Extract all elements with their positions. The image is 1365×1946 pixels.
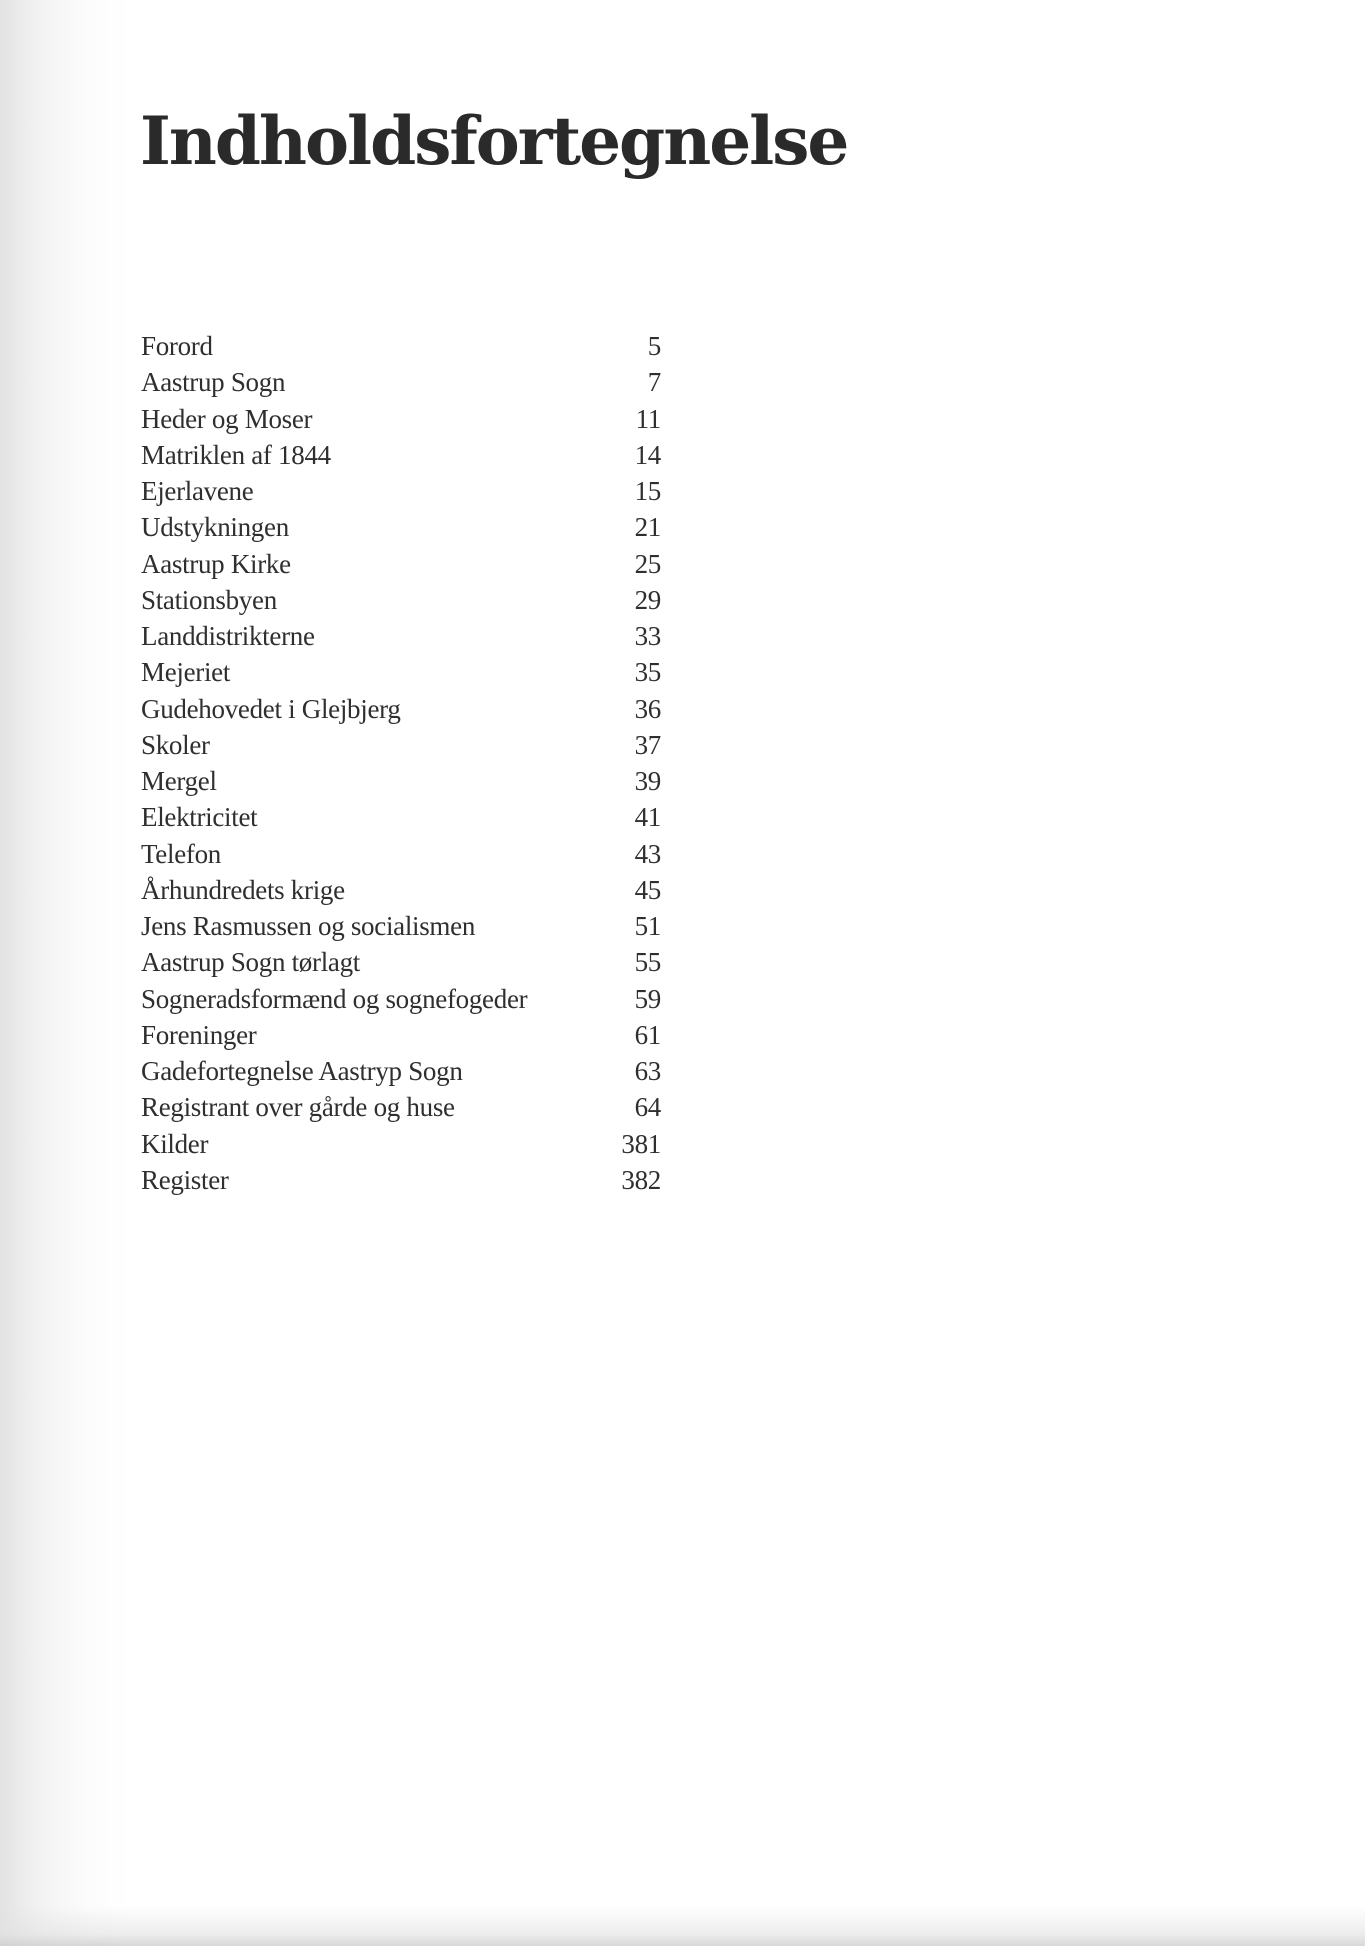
toc-entry-title: Gadefortegnelse Aastryp Sogn <box>141 1056 463 1086</box>
toc-entry-title: Heder og Moser <box>141 403 313 434</box>
toc-entry-page: 37 <box>634 729 661 760</box>
toc-entry <box>141 364 661 400</box>
toc-entry-page: 29 <box>634 584 661 615</box>
toc-entry-page: 61 <box>634 1019 661 1050</box>
toc-entry-title: Aastrup Kirke <box>141 548 291 579</box>
toc-entry <box>141 401 661 437</box>
toc-entry-page: 5 <box>647 331 661 361</box>
toc-entry <box>141 582 661 618</box>
toc-entry-page: 63 <box>634 1056 661 1086</box>
toc-entry <box>141 1053 661 1089</box>
toc-entry <box>141 691 661 727</box>
toc-entry-title: Telefon <box>141 838 221 869</box>
toc-entry <box>141 1089 661 1125</box>
toc-entry <box>141 473 661 509</box>
toc-entry <box>141 908 661 944</box>
toc-entry-title: Registrant over gårde og huse <box>141 1092 455 1123</box>
toc-entry-title: Sogneradsformænd og sognefogeder <box>141 983 528 1014</box>
toc-entry-title: Foreninger <box>141 1019 257 1050</box>
toc-entry <box>141 1162 661 1198</box>
toc-entry-page: 14 <box>634 439 661 470</box>
toc-entry <box>141 509 661 545</box>
toc-entry <box>141 727 661 763</box>
toc-entry <box>141 437 661 473</box>
toc-entry-title: Register <box>141 1164 229 1195</box>
toc-entry-title: Mergel <box>141 766 217 796</box>
toc-entry-title: Udstykningen <box>141 512 289 543</box>
toc-entry-page: 21 <box>634 512 661 543</box>
toc-entry-page: 45 <box>634 874 661 905</box>
table-of-contents <box>141 328 661 1198</box>
toc-entry-title: Stationsbyen <box>141 584 277 615</box>
toc-entry-page: 25 <box>634 548 661 579</box>
toc-entry-page: 33 <box>634 621 661 651</box>
toc-entry-page: 41 <box>634 802 661 833</box>
toc-entry-page: 55 <box>634 947 661 978</box>
toc-entry-page: 382 <box>621 1164 661 1195</box>
toc-entry <box>141 1017 661 1053</box>
toc-entry-title: Ejerlavene <box>141 476 254 506</box>
toc-entry-title: Jens Rasmussen og socialismen <box>141 911 476 941</box>
toc-entry-page: 59 <box>634 983 661 1014</box>
page-bottom-edge <box>0 1906 1365 1946</box>
toc-entry-page: 11 <box>635 403 661 434</box>
toc-entry <box>141 546 661 582</box>
toc-entry <box>141 872 661 908</box>
toc-entry <box>141 799 661 835</box>
toc-entry-title: Århundredets krige <box>141 874 345 905</box>
toc-entry-page: 64 <box>634 1092 661 1123</box>
toc-entry-page: 36 <box>634 693 661 724</box>
toc-entry-page: 39 <box>634 766 661 796</box>
toc-entry <box>141 654 661 690</box>
toc-entry-title: Landdistrikterne <box>141 621 315 651</box>
page-title: Indholdsfortegnelse <box>140 102 848 180</box>
toc-entry-page: 15 <box>634 476 661 506</box>
toc-entry-title: Mejeriet <box>141 657 231 688</box>
toc-entry-title: Aastrup Sogn <box>141 367 286 398</box>
toc-entry-title: Forord <box>141 331 213 361</box>
toc-entry <box>141 1126 661 1162</box>
toc-entry-title: Kilder <box>141 1128 209 1159</box>
toc-entry-page: 43 <box>634 838 661 869</box>
toc-entry-title: Matriklen af 1844 <box>141 439 331 470</box>
toc-entry-title: Skoler <box>141 729 210 760</box>
toc-entry <box>141 763 661 799</box>
toc-entry <box>141 981 661 1017</box>
toc-entry-page: 35 <box>634 657 661 688</box>
toc-entry-title: Aastrup Sogn tørlagt <box>141 947 360 978</box>
toc-entry-title: Gudehovedet i Glejbjerg <box>141 693 401 724</box>
toc-entry <box>141 836 661 872</box>
toc-entry <box>141 944 661 980</box>
toc-entry-title: Elektricitet <box>141 802 258 833</box>
toc-entry <box>141 328 661 364</box>
toc-entry <box>141 618 661 654</box>
toc-entry-page: 51 <box>634 911 661 941</box>
toc-entry-page: 7 <box>647 367 661 398</box>
toc-entry-page: 381 <box>621 1128 661 1159</box>
